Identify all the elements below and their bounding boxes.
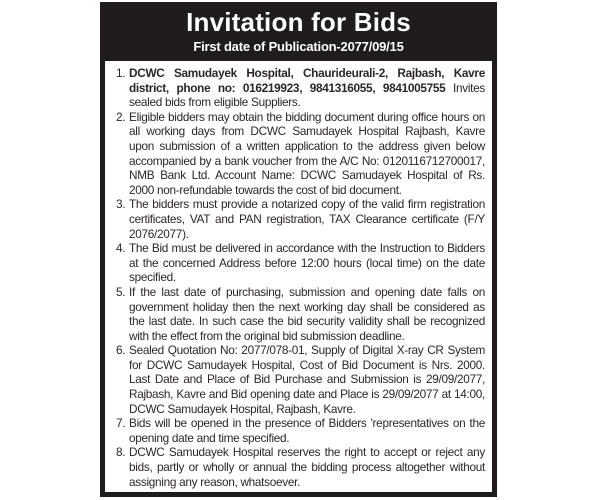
item-text-bold: DCWC Samudayek Hospital, Chaurideurali-2, Rajbash, Kavre district, phone no: 016219923, 9841316055, 9841005755 bbox=[129, 66, 485, 95]
notice-item-1 bbox=[109, 66, 485, 110]
notice-body bbox=[105, 61, 492, 492]
item-text: If the last date of purchasing, submission and opening date falls on government holiday then the next working day shall be considered as the last date. In such case the bid security validity shall be recognized with the effect from the original bid submission deadline. bbox=[129, 284, 485, 343]
item-text: The Bid must be delivered in accordance with the Instruction to Bidders at the concerned Address before 12:00 hours (local time) on the date specified. bbox=[129, 241, 485, 285]
item-text bbox=[129, 66, 485, 110]
item-text-rest: Invites sealed bids from eligible Suppliers. bbox=[129, 80, 485, 110]
item-number: 6. bbox=[116, 343, 126, 358]
notice-item-8 bbox=[109, 445, 485, 489]
item-number: 8. bbox=[116, 445, 126, 460]
notice-item-2 bbox=[109, 110, 485, 198]
bid-notice bbox=[100, 2, 497, 497]
item-number: 3. bbox=[116, 197, 126, 212]
notice-item-7 bbox=[109, 416, 485, 445]
item-number: 1. bbox=[116, 66, 126, 80]
item-number: 4. bbox=[116, 241, 126, 256]
item-text: Eligible bidders may obtain the bidding document during office hours on all working days from DCWC Samudayek Hospital Rajbash, Kavre upon submission of a written application to the address given below accompanied by a bank voucher from the A/C No: 0120116712700017, NMB Bank Ltd. Account Name: DCWC Samudayek Hospital of Rs. 2000 non-refundable towards the cost of bid document. bbox=[129, 109, 485, 197]
item-text: Bids will be opened in the presence of Bidders 'representatives on the opening date and time specified. bbox=[129, 416, 485, 445]
notice-item-4 bbox=[109, 241, 485, 285]
item-number: 2. bbox=[116, 109, 126, 124]
item-number: 5. bbox=[116, 284, 126, 299]
publication-date: First date of Publication-2077/09/15 bbox=[193, 39, 404, 54]
notice-item-3 bbox=[109, 197, 485, 241]
notice-header bbox=[100, 2, 497, 61]
notice-item-5 bbox=[109, 285, 485, 343]
item-number: 7. bbox=[116, 416, 126, 431]
item-text: The bidders must provide a notarized copy of the valid firm registration certificates, VAT and PAN registration, TAX Clearance certificate (F/Y 2076/2077). bbox=[129, 197, 485, 241]
notice-item-6 bbox=[109, 343, 485, 416]
item-text: Sealed Quotation No: 2077/078-01, Supply of Digital X-ray CR System for DCWC Samudayek Hospital, Cost of Bid Document is Nrs. 2000. Last Date and Place of Bid Purchase and Submission is 29/09/2077, Rajbash, Kavre and Bid opening date and Place is 29/09/2077 at 14:00, DCWC Samudayek Hospital, Rajbash, Kavre. bbox=[129, 343, 485, 416]
item-text: DCWC Samudayek Hospital reserves the right to accept or reject any bids, partly or wholly or annual the bidding process altogether without assigning any reason, whatsoever. bbox=[129, 445, 485, 489]
notice-title: Invitation for Bids bbox=[186, 7, 411, 37]
